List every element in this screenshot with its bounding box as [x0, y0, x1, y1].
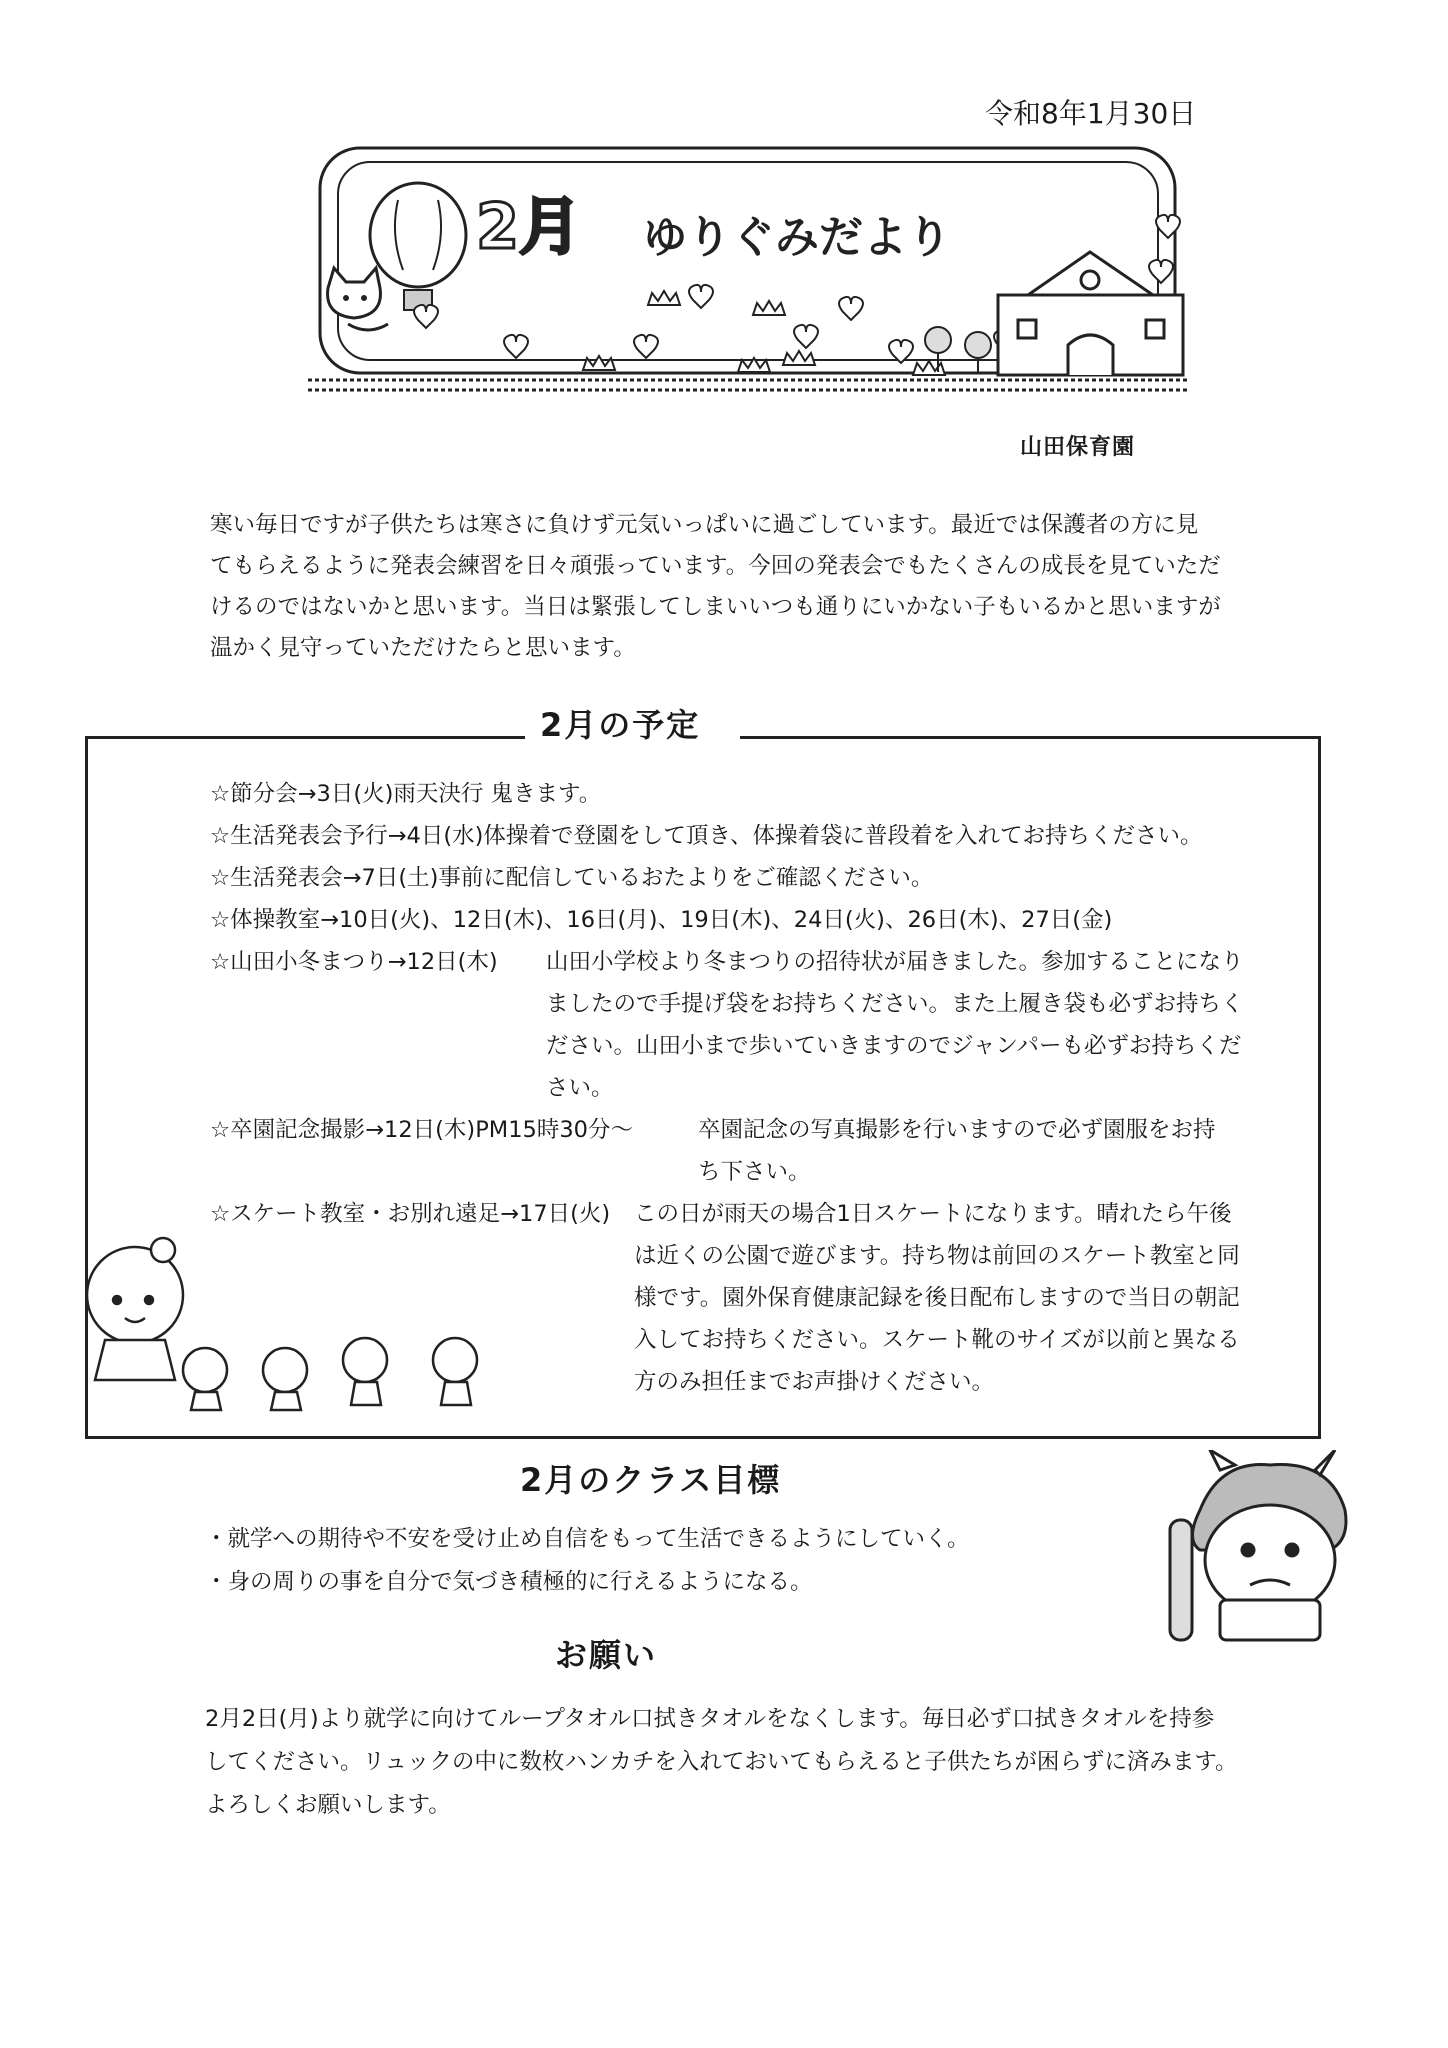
- oni-illustration: [1160, 1450, 1370, 1660]
- balloon-icon: [370, 183, 466, 310]
- request-line: よろしくお願いします。: [205, 1792, 451, 1818]
- class-goals-list: [205, 1518, 970, 1604]
- schedule-item: [210, 899, 1270, 941]
- ground-line: [308, 380, 1188, 390]
- banner-title: ゆりぐみだより: [643, 212, 951, 263]
- class-goal-item: ・身の周りの事を自分で気づき積極的に行えるようになる。: [205, 1569, 813, 1595]
- request-line: してください。リュックの中に数枚ハンカチを入れておいてもらえると子供たちが困らずに済みます。: [205, 1749, 1238, 1775]
- title-banner: [298, 140, 1198, 410]
- banner-month: 2月: [476, 190, 582, 263]
- schedule-item-desc: 山田小学校より冬まつりの招待状が届きました。参加することになりましたので手提げ袋をお持ちください。また上履き袋も必ずお持ちください。山田小まで歩いていきますのでジャンパーも必ずお持ちください。: [546, 949, 1244, 1101]
- schedule-item-label: ☆体操教室→10日(火)、12日(木)、16日(月)、19日(木)、24日(火)、26日(木)、27日(金): [210, 907, 1113, 933]
- intro-line: てもらえるように発表会練習を日々頑張っています。今回の発表会でもたくさんの成長を見ていただ: [210, 553, 1221, 579]
- crown-icons: [583, 291, 945, 375]
- schedule-item: [210, 1109, 1270, 1193]
- schedule-item-label: ☆節分会→3日(火)雨天決行 鬼きます。: [210, 781, 602, 807]
- intro-paragraph: [210, 505, 1240, 669]
- schedule-title: 2月の予定: [540, 706, 701, 744]
- schedule-item-label: ☆生活発表会→7日(土)事前に配信しているおたよりをご確認ください。: [210, 865, 934, 891]
- child-icon: [343, 1338, 387, 1382]
- request-paragraph: [205, 1698, 1245, 1827]
- children-illustration: [55, 1230, 495, 1420]
- schedule-item: [210, 941, 1270, 1109]
- intro-line: 寒い毎日ですが子供たちは寒さに負けず元気いっぱいに過ごしています。最近では保護者の方に見: [210, 512, 1199, 538]
- request-title: お願い: [555, 1636, 658, 1674]
- request-line: 2月2日(月)より就学に向けてループタオル口拭きタオルをなくします。毎日必ず口拭きタオルを持参: [205, 1706, 1215, 1732]
- schedule-item-label: ☆卒園記念撮影→12日(木)PM15時30分～: [210, 1117, 633, 1143]
- cat-icon: [328, 268, 388, 330]
- child-icon: [263, 1348, 307, 1392]
- schedule-item-desc: この日が雨天の場合1日スケートになります。晴れたら午後は近くの公園で遊びます。持ち物は前回のスケート教室と同様です。園外保育健康記録を後日配布しますので当日の朝記入してお持ちください。スケート靴のサイズが以前と異なる方のみ担任までお声掛けください。: [634, 1201, 1240, 1395]
- schedule-item: [210, 857, 1270, 899]
- schedule-item-label: ☆生活発表会予行→4日(水)体操着で登園をして頂き、体操着袋に普段着を入れてお持ちください。: [210, 823, 1203, 849]
- class-goals-title: 2月のクラス目標: [520, 1461, 782, 1499]
- schedule-item: [210, 815, 1270, 857]
- schedule-item-label: ☆スケート教室・お別れ遠足→17日(火): [210, 1201, 611, 1227]
- child-icon: [433, 1338, 477, 1382]
- schedule-item-label: ☆山田小冬まつり→12日(木): [210, 949, 498, 975]
- class-goal-item: ・就学への期待や不安を受け止め自信をもって生活できるようにしていく。: [205, 1526, 970, 1552]
- intro-line: けるのではないかと思います。当日は緊張してしまいいつも通りにいかない子もいるかと思いますが: [210, 594, 1221, 620]
- intro-line: 温かく見守っていただけたらと思います。: [210, 635, 636, 661]
- schedule-item: [210, 773, 1270, 815]
- issue-date: 令和8年1月30日: [985, 97, 1197, 130]
- child-icon: [183, 1348, 227, 1392]
- tree-icons: [925, 327, 991, 372]
- club-icon: [1170, 1520, 1192, 1640]
- school-name: 山田保育園: [1020, 435, 1136, 460]
- schedule-item-desc: 卒園記念の写真撮影を行いますので必ず園服をお持ち下さい。: [698, 1117, 1216, 1185]
